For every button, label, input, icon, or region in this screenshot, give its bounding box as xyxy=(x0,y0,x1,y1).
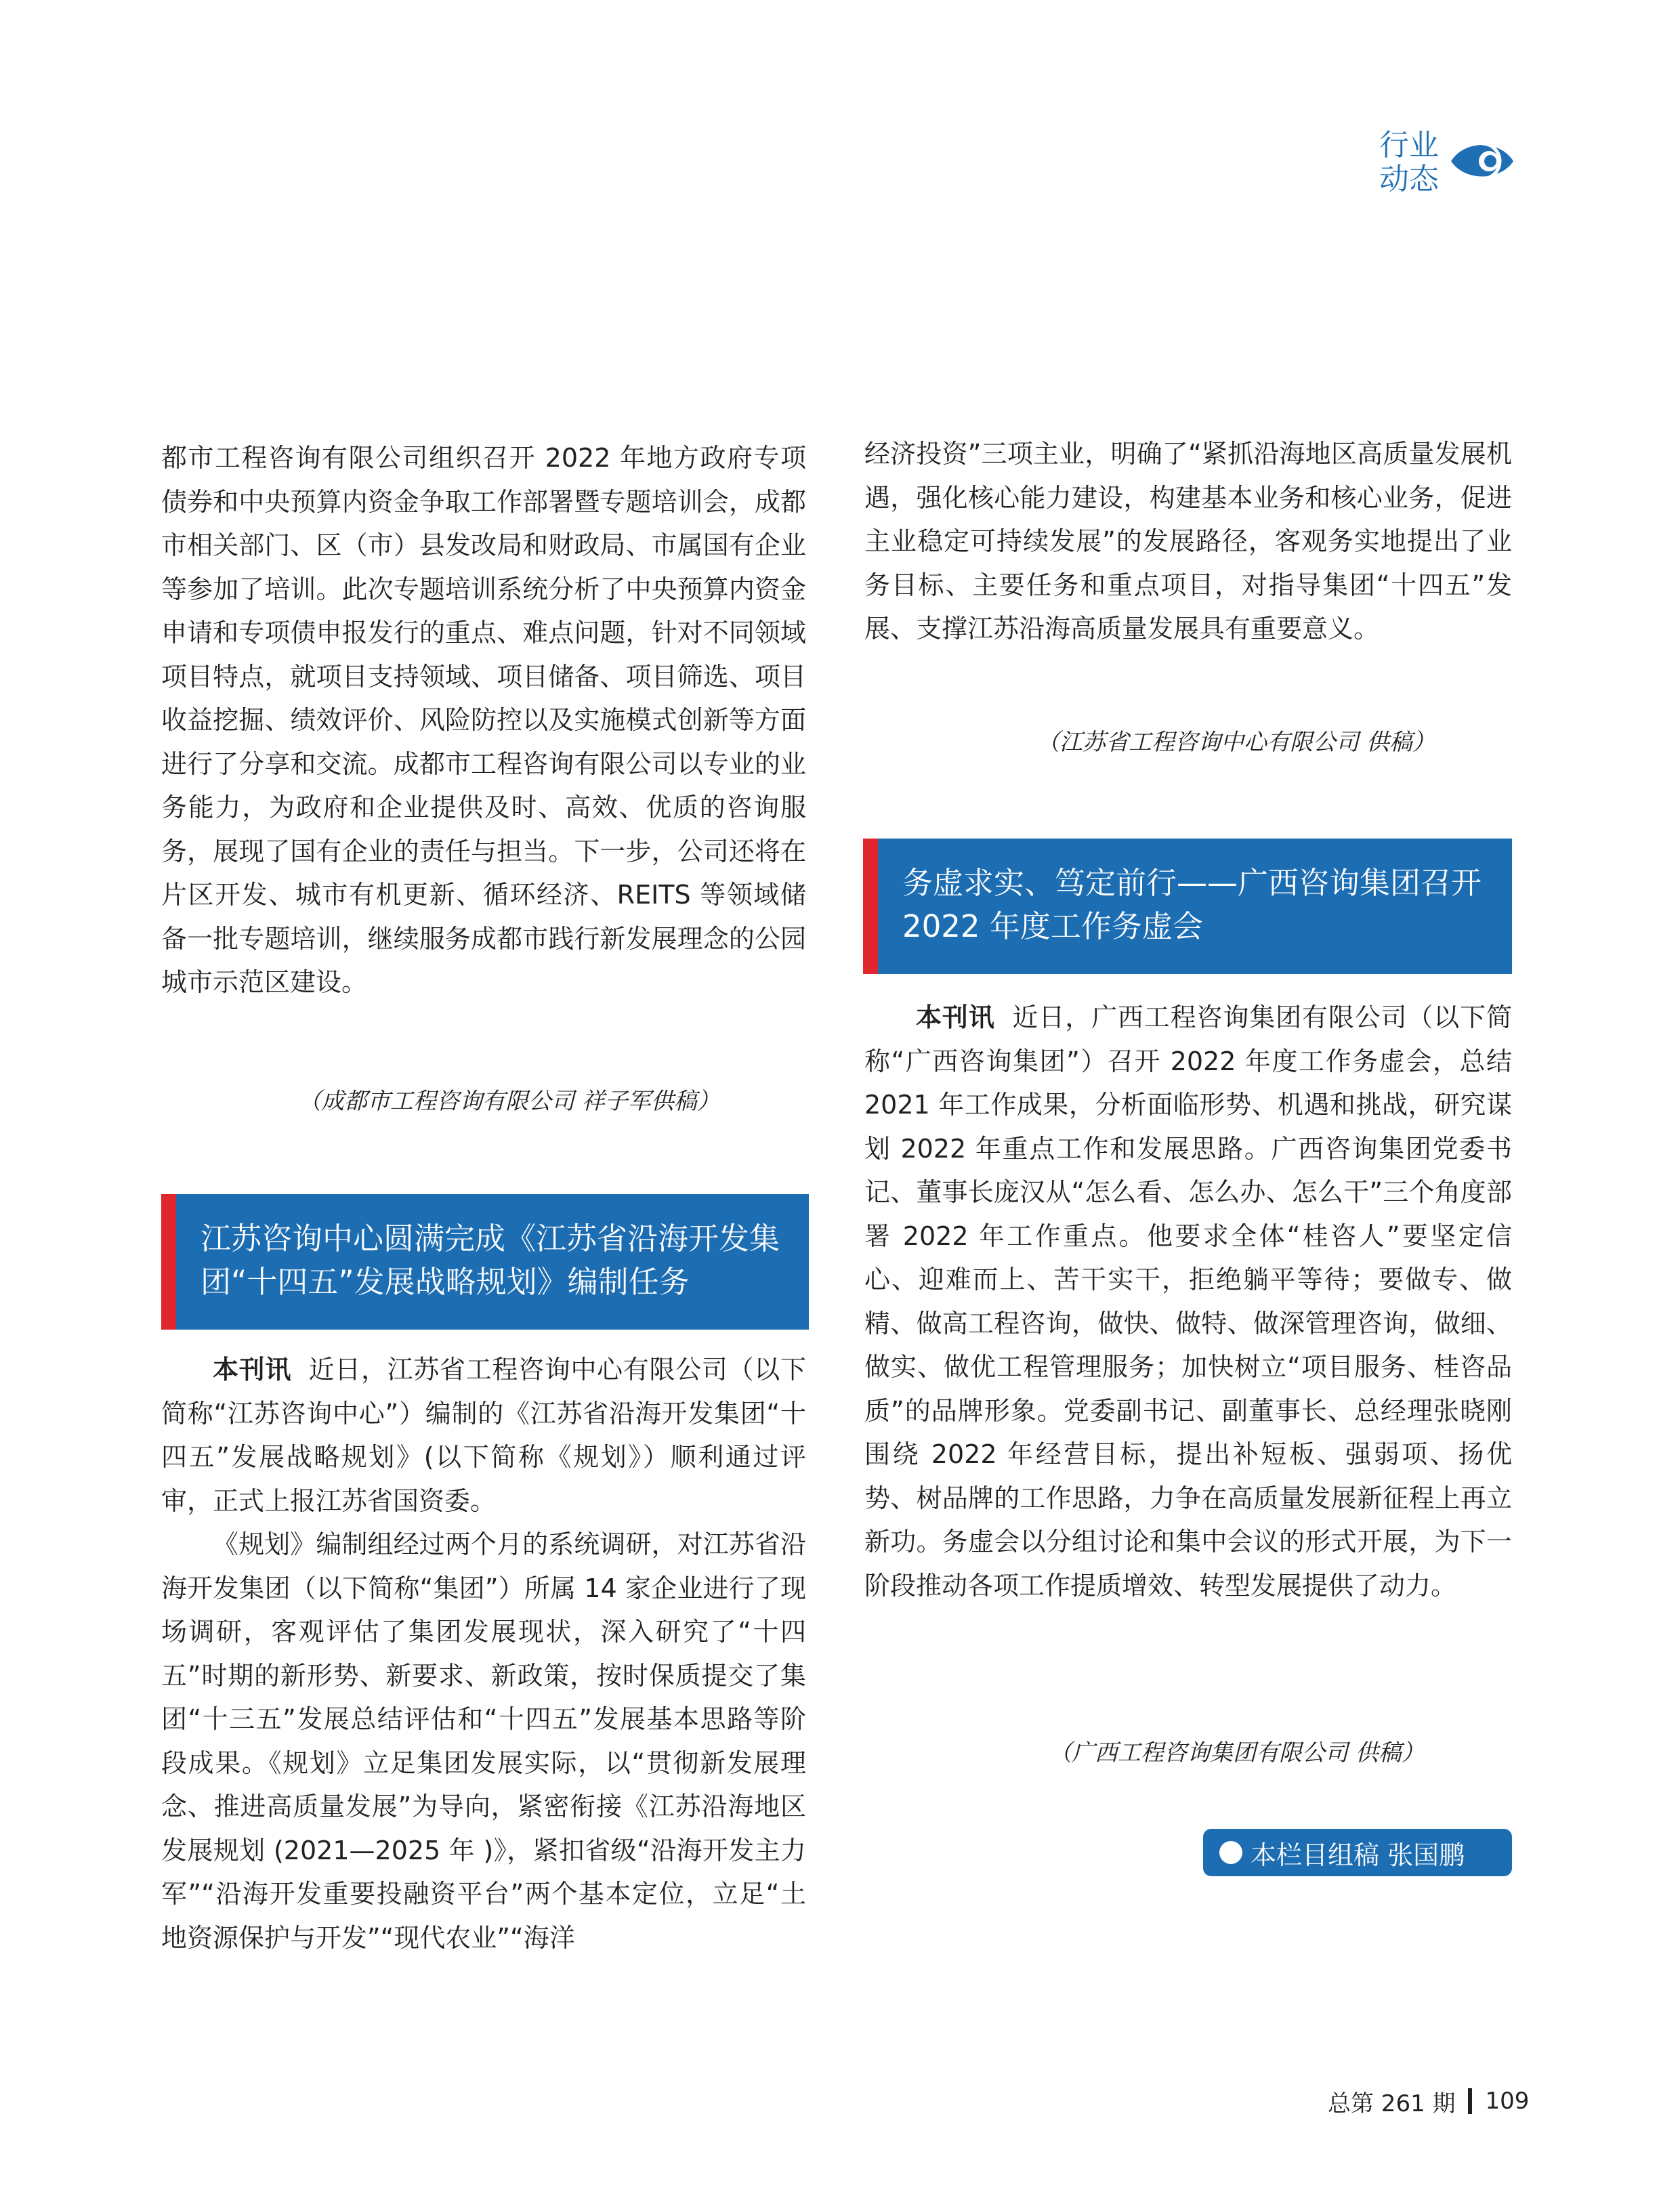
credit-chengdu: （成都市工程咨询有限公司 祥子军供稿） xyxy=(298,1088,720,1115)
article-jiangsu-p2: 《规划》编制组经过两个月的系统调研，对江苏省沿海开发集团（以下简称“集团”）所属 14 家企业进行了现场调研，客观评估了集团发展现状，深入研究了“十四五”时期的新形势、新要求、新政策，按时保质提交了集团“十三五”发展总结评估和“十四五”发展基本思路等阶段成果。《规划》立足集团发展实际，以“贯彻新发展理念、推进高质量发展”为导向，紧密衔接《江苏沿海地区发展规划 (2021—2025 年 )》，紧扣省级“沿海开发主力军”“沿海开发重要投融资平台”两个基本定位，立足“土地资源保护与开发”“现代农业”“海洋 xyxy=(161,1529,806,1953)
column-editor-badge xyxy=(1203,1829,1512,1876)
footer-separator xyxy=(1468,2088,1472,2114)
issue-number: 总第 261 期 xyxy=(1328,2090,1456,2117)
right-continued-text: 经济投资”三项主业，明确了“紧抓沿海地区高质量发展机遇，强化核心能力建设，构建基本业务和核心业务，促进主业稳定可持续发展”的发展路径，客观务实地提出了业务目标、主要任务和重点项目，对指导集团“十四五”发展、支撑江苏沿海高质量发展具有重要意义。 xyxy=(864,439,1512,643)
article-jiangsu-p1 xyxy=(161,1348,806,1523)
headline-jiangsu xyxy=(161,1194,809,1330)
article-guangxi-p1 xyxy=(864,996,1512,1607)
left-continued-text: 都市工程咨询有限公司组织召开 2022 年地方政府专项债券和中央预算内资金争取工作部署暨专题培训会，成都市相关部门、区（市）县发改局和财政局、市属国有企业等参加了培训。此次专题培训系统分析了中央预算内资金申请和专项债申报发行的重点、难点问题，针对不同领域项目特点，就项目支持领域、项目储备、项目筛选、项目收益挖掘、绩效评价、风险防控以及实施模式创新等方面进行了分享和交流。成都市工程咨询有限公司以专业的业务能力，为政府和企业提供及时、高效、优质的咨询服务，展现了国有企业的责任与担当。下一步，公司还将在片区开发、城市有机更新、循环经济、REITS 等领域储备一批专题培训，继续服务成都市践行新发展理念的公园城市示范区建设。 xyxy=(161,443,806,997)
credit-jiangsu: （江苏省工程咨询中心有限公司 供稿） xyxy=(1036,729,1435,756)
credit-guangxi: （广西工程咨询集团有限公司 供稿） xyxy=(1049,1739,1425,1767)
headline-guangxi-text: 务虚求实、笃定前行——广西咨询集团召开 2022 年度工作务虚会 xyxy=(902,865,1482,944)
eye-icon xyxy=(1448,137,1516,184)
article-guangxi-p1-text: 近日，广西工程咨询集团有限公司（以下简称“广西咨询集团”）召开 2022 年度工作务虚会，总结 2021 年工作成果，分析面临形势、机遇和挑战，研究谋划 2022 年重点工作和发展思路。广西咨询集团党委书记、董事长庞汉从“怎么看、怎么办、怎么干”三个角度部署 2022 年工作重点。他要求全体“桂咨人”要坚定信心、迎难而上、苦干实干，拒绝躺平等待；要做专、做精、做高工程咨询，做快、做特、做深管理咨询，做细、做实、做优工程管理服务；加快树立“项目服务、桂咨品质”的品牌形象。党委副书记、副董事长、总经理张晓刚围绕 2022 年经营目标，提出补短板、强弱项、扬优势、树品牌的工作思路，力争在高质量发展新征程上再立新功。务虚会以分组讨论和集中会议的形式开展，为下一阶段推动各项工作提质增效、转型发展提供了动力。 xyxy=(864,1002,1512,1601)
bullet-dot-icon xyxy=(1219,1841,1242,1864)
article-jiangsu-p1-text: 近日，江苏省工程咨询中心有限公司（以下简称“江苏咨询中心”）编制的《江苏省沿海开发集团“十四五”发展战略规划》(以下简称《规划》）顺利通过评审，正式上报江苏省国资委。 xyxy=(161,1355,806,1516)
section-label-line2: 动态 xyxy=(1379,162,1439,196)
column-editor-text: 本栏目组稿 张国鹏 xyxy=(1251,1840,1465,1870)
section-tag xyxy=(1375,129,1511,196)
headline-guangxi xyxy=(863,839,1512,974)
article-jiangsu-lead: 本刊讯 xyxy=(213,1355,292,1384)
section-label xyxy=(1375,129,1443,196)
headline-jiangsu-text: 江苏咨询中心圆满完成《江苏省沿海开发集团“十四五”发展战略规划》编制任务 xyxy=(201,1221,780,1300)
page-number: 109 xyxy=(1485,2088,1530,2115)
section-label-line1: 行业 xyxy=(1379,128,1439,163)
page-footer xyxy=(1328,2081,1531,2121)
article-guangxi xyxy=(864,996,1512,1607)
right-continued-article xyxy=(864,432,1512,651)
left-continued-article xyxy=(161,436,806,1004)
article-jiangsu xyxy=(161,1348,806,1960)
article-guangxi-lead: 本刊讯 xyxy=(916,1002,995,1032)
